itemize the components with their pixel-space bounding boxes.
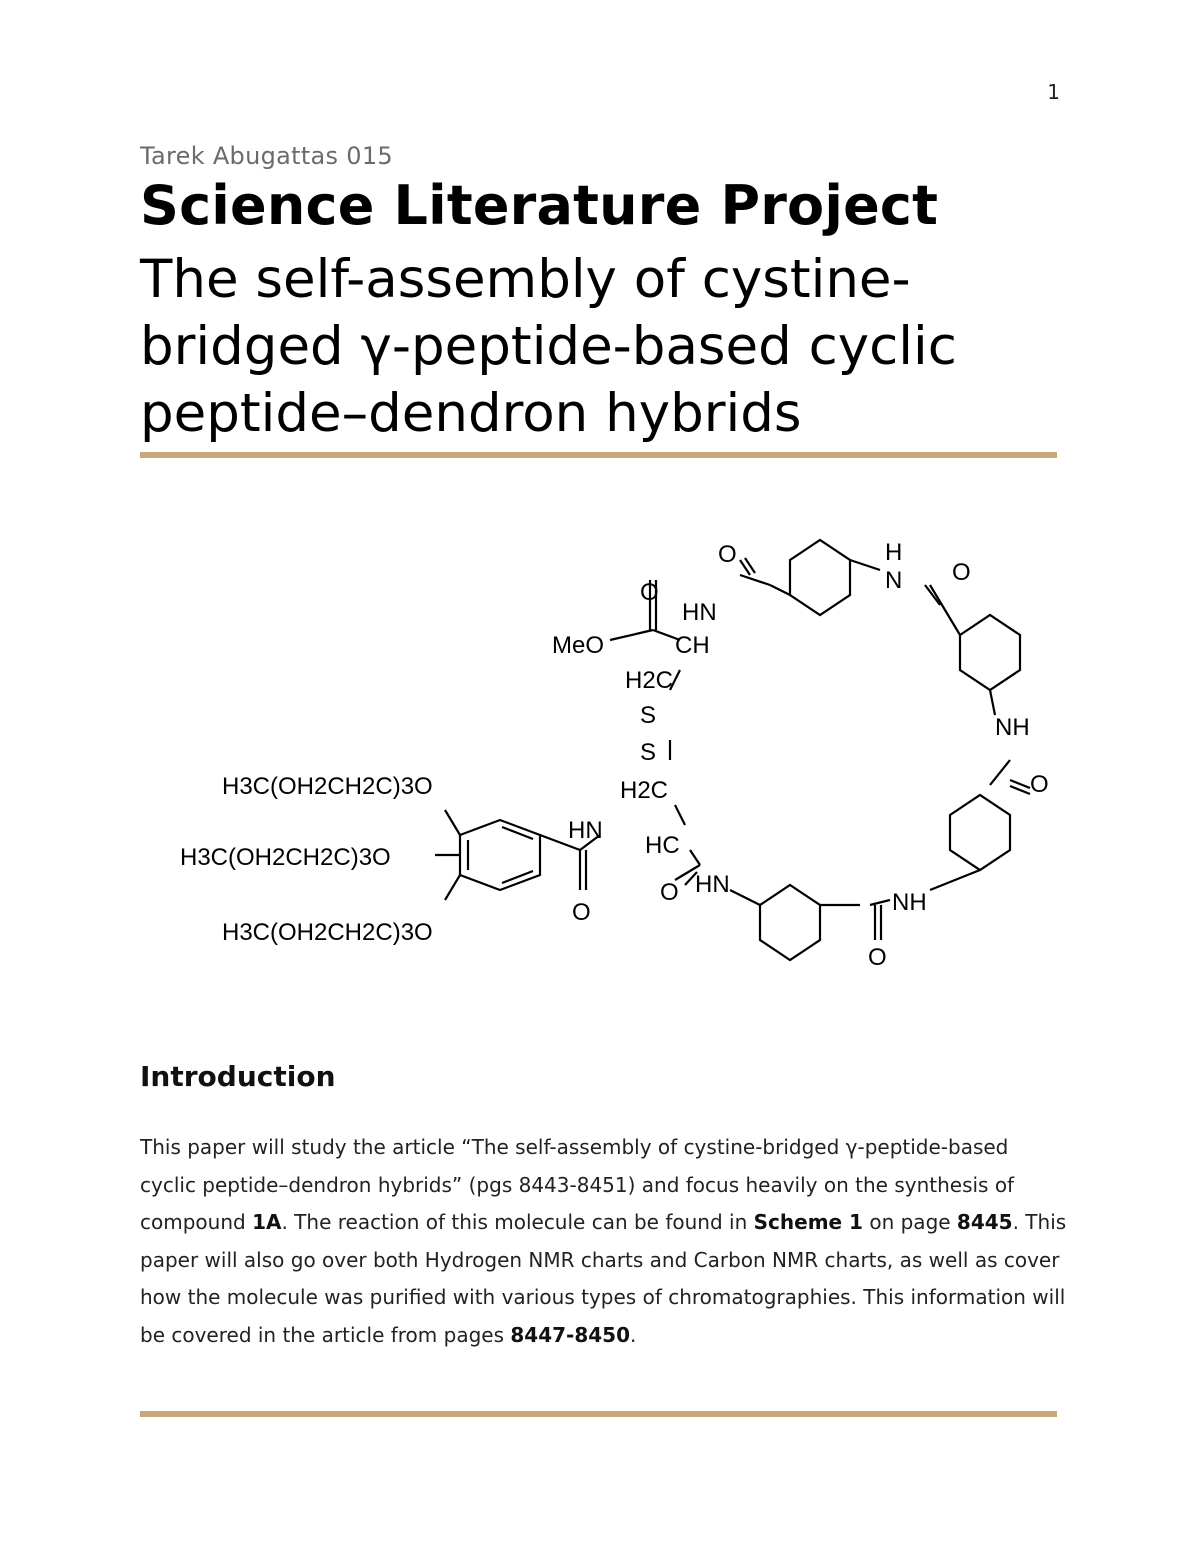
introduction-paragraph: [140, 1129, 1070, 1355]
intro-text-3: on page: [862, 1210, 957, 1235]
label-o-5: O: [660, 879, 679, 906]
divider-bottom: [140, 1411, 1057, 1417]
intro-bold-page: 8445: [956, 1210, 1013, 1235]
label-nh-2: NH: [892, 889, 927, 916]
label-o-1: O: [718, 541, 737, 568]
label-hn-3: HN: [695, 871, 730, 898]
intro-text-2: . The reaction of this molecule can be found in: [281, 1210, 754, 1235]
label-n-1: N: [885, 567, 903, 594]
molecule-structure-diagram: [170, 520, 1070, 970]
introduction-heading: Introduction: [140, 1060, 336, 1093]
document-title: Science Literature Project: [140, 174, 939, 237]
label-chain-2: H3C(OH2CH2C)3O: [180, 844, 391, 871]
label-o-3: O: [640, 579, 659, 606]
molecule-structure-figure: [170, 520, 1070, 970]
label-h2c-1: H2C: [625, 667, 674, 694]
label-s-1: S: [640, 702, 657, 729]
label-h-1: H: [885, 539, 903, 566]
intro-bold-scheme: Scheme 1: [753, 1210, 863, 1235]
intro-bold-pages: 8447-8450: [510, 1322, 631, 1347]
label-meo: MeO: [552, 632, 605, 659]
label-ch: CH: [675, 632, 710, 659]
page-number: 1: [1047, 80, 1060, 104]
label-s-2: S: [640, 739, 657, 766]
intro-text-5: .: [630, 1322, 637, 1347]
label-hn-2: HN: [568, 817, 603, 844]
label-nh-1: NH: [995, 714, 1030, 741]
author-line: Tarek Abugattas 015: [140, 142, 394, 170]
intro-text-4: . This paper will also go over both Hydrogen NMR charts and Carbon NMR charts, as well as cover how the molecule was purified with various types of chromatographies. This information will be covered in the article from pages: [140, 1210, 1067, 1347]
divider-top: [140, 452, 1057, 458]
label-chain-3: H3C(OH2CH2C)3O: [222, 919, 433, 946]
label-hc: HC: [645, 832, 680, 859]
label-o-6: O: [572, 899, 591, 926]
intro-bold-compound: 1A: [252, 1210, 282, 1235]
label-o-4: O: [1030, 771, 1049, 798]
label-chain-1: H3C(OH2CH2C)3O: [222, 773, 433, 800]
intro-text-1: This paper will study the article “The self-assembly of cystine-bridged γ-peptide-based cyclic peptide–dendron hybrids” (pgs 8443-8451) and focus heavily on the synthesis of compound: [140, 1135, 1015, 1235]
label-o-7: O: [868, 944, 887, 970]
label-h2c-2: H2C: [620, 777, 669, 804]
label-hn-1: HN: [682, 599, 717, 626]
label-o-2: O: [952, 559, 971, 586]
document-subtitle: The self-assembly of cystine-bridged γ-peptide-based cyclic peptide–dendron hybrids: [140, 249, 957, 444]
